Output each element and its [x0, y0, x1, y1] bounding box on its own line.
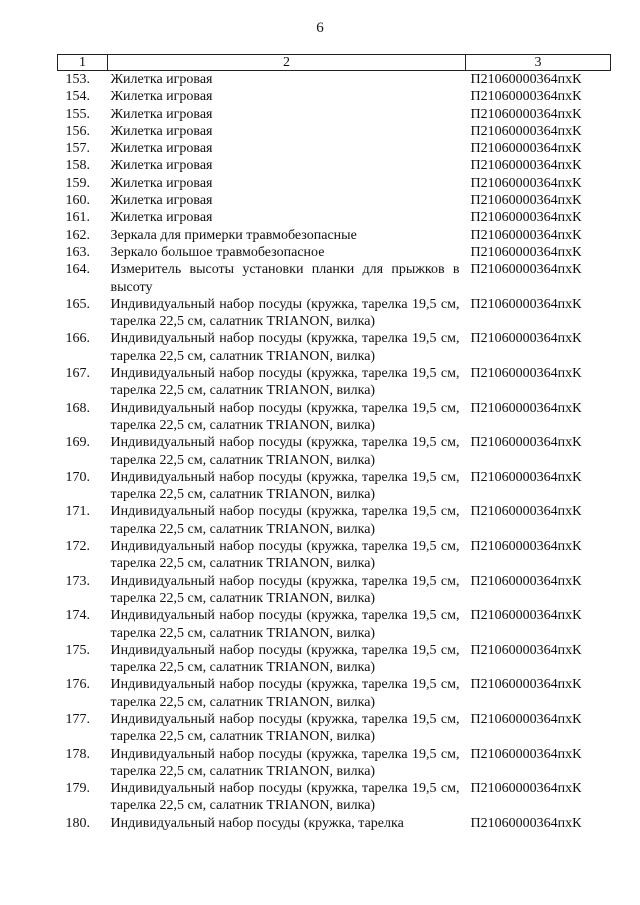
- item-code: П21060000364пхК: [470, 435, 582, 451]
- row-number: 155.: [65, 106, 90, 122]
- table-row: [58, 106, 611, 123]
- item-name: Индивидуальный набор посуды (кружка, тарелка 19,5 см, тарелка 22,5 см, салатник TRIANON, вилка): [110, 746, 460, 779]
- item-name: Зеркала для примерки травмобезопасные: [110, 227, 357, 243]
- table-row: [58, 209, 611, 226]
- item-name: Жилетка игровая: [110, 141, 213, 157]
- item-code: П21060000364пхК: [470, 227, 582, 243]
- row-number: 164.: [65, 262, 90, 278]
- table-row: [58, 469, 611, 504]
- row-number: 177.: [65, 711, 90, 727]
- row-number: 169.: [65, 435, 90, 451]
- table-row: [58, 434, 611, 469]
- item-code: П21060000364пхК: [470, 175, 582, 191]
- item-name: Индивидуальный набор посуды (кружка, тарелка 19,5 см, тарелка 22,5 см, салатник TRIANON, вилка): [110, 677, 460, 710]
- row-number: 157.: [65, 141, 90, 157]
- item-code: П21060000364пхК: [470, 608, 582, 624]
- item-code: П21060000364пхК: [470, 711, 582, 727]
- item-code: П21060000364пхК: [470, 123, 582, 139]
- item-name: Индивидуальный набор посуды (кружка, тарелка 19,5 см, тарелка 22,5 см, салатник TRIANON, вилка): [110, 539, 460, 572]
- row-number: 179.: [65, 781, 90, 797]
- row-number: 154.: [65, 89, 90, 105]
- item-name: Жилетка игровая: [110, 72, 213, 87]
- item-name: Измеритель высоты установки планки для прыжков в высоту: [110, 262, 460, 295]
- table-row: [58, 71, 611, 89]
- item-name: Жилетка игровая: [110, 193, 213, 209]
- row-number: 173.: [65, 573, 90, 589]
- table-row: [58, 400, 611, 435]
- row-number: 162.: [65, 227, 90, 243]
- table-body: [58, 71, 611, 833]
- item-name: Индивидуальный набор посуды (кружка, тарелка 19,5 см, тарелка 22,5 см, салатник TRIANON, вилка): [110, 711, 460, 745]
- row-number: 178.: [65, 746, 90, 762]
- item-code: П21060000364пхК: [470, 193, 582, 209]
- item-code: П21060000364пхК: [470, 158, 582, 174]
- item-code: П21060000364пхК: [470, 106, 582, 122]
- table-row: [58, 711, 611, 746]
- table-row: [58, 642, 611, 677]
- table-row: [58, 746, 611, 781]
- item-code: П21060000364пхК: [470, 244, 582, 260]
- column-header-3: 3: [466, 55, 611, 71]
- item-code: П21060000364пхК: [470, 781, 582, 797]
- table-row: [58, 607, 611, 642]
- table-row: [58, 140, 611, 157]
- row-number: 166.: [65, 331, 90, 347]
- item-name: Индивидуальный набор посуды (кружка, тарелка 19,5 см, тарелка 22,5 см, салатник TRIANON, вилка): [110, 608, 460, 641]
- item-code: П21060000364пхК: [470, 539, 582, 555]
- row-number: 156.: [65, 123, 90, 139]
- item-name: Индивидуальный набор посуды (кружка, тарелка: [110, 815, 404, 831]
- item-name: Зеркало большое травмобезопасное: [110, 244, 325, 260]
- row-number: 174.: [65, 608, 90, 624]
- item-name: Индивидуальный набор посуды (кружка, тарелка 19,5 см, тарелка 22,5 см, салатник TRIANON, вилка): [110, 469, 460, 503]
- row-number: 175.: [65, 642, 90, 658]
- row-number: 160.: [65, 193, 90, 209]
- item-code: П21060000364пхК: [470, 72, 582, 87]
- item-name: Жилетка игровая: [110, 175, 213, 191]
- table-row: [58, 330, 611, 365]
- item-name: Индивидуальный набор посуды (кружка, тарелка 19,5 см, тарелка 22,5 см, салатник TRIANON, вилка): [110, 642, 460, 676]
- row-number: 168.: [65, 400, 90, 416]
- item-code: П21060000364пхК: [470, 141, 582, 157]
- column-header-1: 1: [58, 55, 108, 71]
- row-number: 153.: [65, 72, 90, 87]
- table-row: [58, 192, 611, 209]
- item-name: Индивидуальный набор посуды (кружка, тарелка 19,5 см, тарелка 22,5 см, салатник TRIANON, вилка): [110, 331, 460, 364]
- item-code: П21060000364пхК: [470, 504, 582, 520]
- table-row: [58, 676, 611, 711]
- item-name: Жилетка игровая: [110, 210, 213, 226]
- row-number: 158.: [65, 158, 90, 174]
- table-header: [58, 55, 611, 71]
- table-row: [58, 780, 611, 815]
- item-name: Индивидуальный набор посуды (кружка, тарелка 19,5 см, тарелка 22,5 см, салатник TRIANON, вилка): [110, 781, 460, 814]
- row-number: 170.: [65, 469, 90, 485]
- inventory-table: [57, 54, 611, 832]
- item-code: П21060000364пхК: [470, 677, 582, 693]
- table-row: [58, 538, 611, 573]
- row-number: 167.: [65, 366, 90, 382]
- page-number: 6: [316, 20, 324, 36]
- table-row: [58, 157, 611, 174]
- table-row: [58, 503, 611, 538]
- table-row: [58, 365, 611, 400]
- item-name: Жилетка игровая: [110, 158, 213, 174]
- header-row: [58, 55, 611, 71]
- item-code: П21060000364пхК: [470, 296, 582, 312]
- table-row: [58, 815, 611, 832]
- table-row: [58, 88, 611, 105]
- item-code: П21060000364пхК: [470, 366, 582, 382]
- row-number: 161.: [65, 210, 90, 226]
- row-number: 163.: [65, 244, 90, 260]
- item-code: П21060000364пхК: [470, 469, 582, 485]
- item-name: Жилетка игровая: [110, 123, 213, 139]
- item-code: П21060000364пхК: [470, 262, 582, 278]
- table-row: [58, 261, 611, 296]
- table-row: [58, 175, 611, 192]
- row-number: 171.: [65, 504, 90, 520]
- item-name: Жилетка игровая: [110, 89, 213, 105]
- item-code: П21060000364пхК: [470, 573, 582, 589]
- item-code: П21060000364пхК: [470, 642, 582, 658]
- column-header-2: 2: [108, 55, 466, 71]
- item-code: П21060000364пхК: [470, 210, 582, 226]
- table-row: [58, 573, 611, 608]
- item-code: П21060000364пхК: [470, 89, 582, 105]
- item-name: Индивидуальный набор посуды (кружка, тарелка 19,5 см, тарелка 22,5 см, салатник TRIANON, вилка): [110, 296, 460, 330]
- item-code: П21060000364пхК: [470, 400, 582, 416]
- table-row: [58, 227, 611, 244]
- item-name: Индивидуальный набор посуды (кружка, тарелка 19,5 см, тарелка 22,5 см, салатник TRIANON, вилка): [110, 400, 460, 433]
- table-row: [58, 244, 611, 261]
- item-code: П21060000364пхК: [470, 815, 582, 831]
- table-row: [58, 296, 611, 331]
- row-number: 159.: [65, 175, 90, 191]
- item-name: Индивидуальный набор посуды (кружка, тарелка 19,5 см, тарелка 22,5 см, салатник TRIANON, вилка): [110, 366, 460, 399]
- item-name: Индивидуальный набор посуды (кружка, тарелка 19,5 см, тарелка 22,5 см, салатник TRIANON, вилка): [110, 573, 460, 606]
- item-code: П21060000364пхК: [470, 331, 582, 347]
- row-number: 180.: [65, 815, 90, 831]
- row-number: 165.: [65, 296, 90, 312]
- item-name: Жилетка игровая: [110, 106, 213, 122]
- row-number: 176.: [65, 677, 90, 693]
- item-name: Индивидуальный набор посуды (кружка, тарелка 19,5 см, тарелка 22,5 см, салатник TRIANON, вилка): [110, 504, 460, 537]
- table-row: [58, 123, 611, 140]
- item-code: П21060000364пхК: [470, 746, 582, 762]
- item-name: Индивидуальный набор посуды (кружка, тарелка 19,5 см, тарелка 22,5 см, салатник TRIANON, вилка): [110, 435, 460, 468]
- row-number: 172.: [65, 539, 90, 555]
